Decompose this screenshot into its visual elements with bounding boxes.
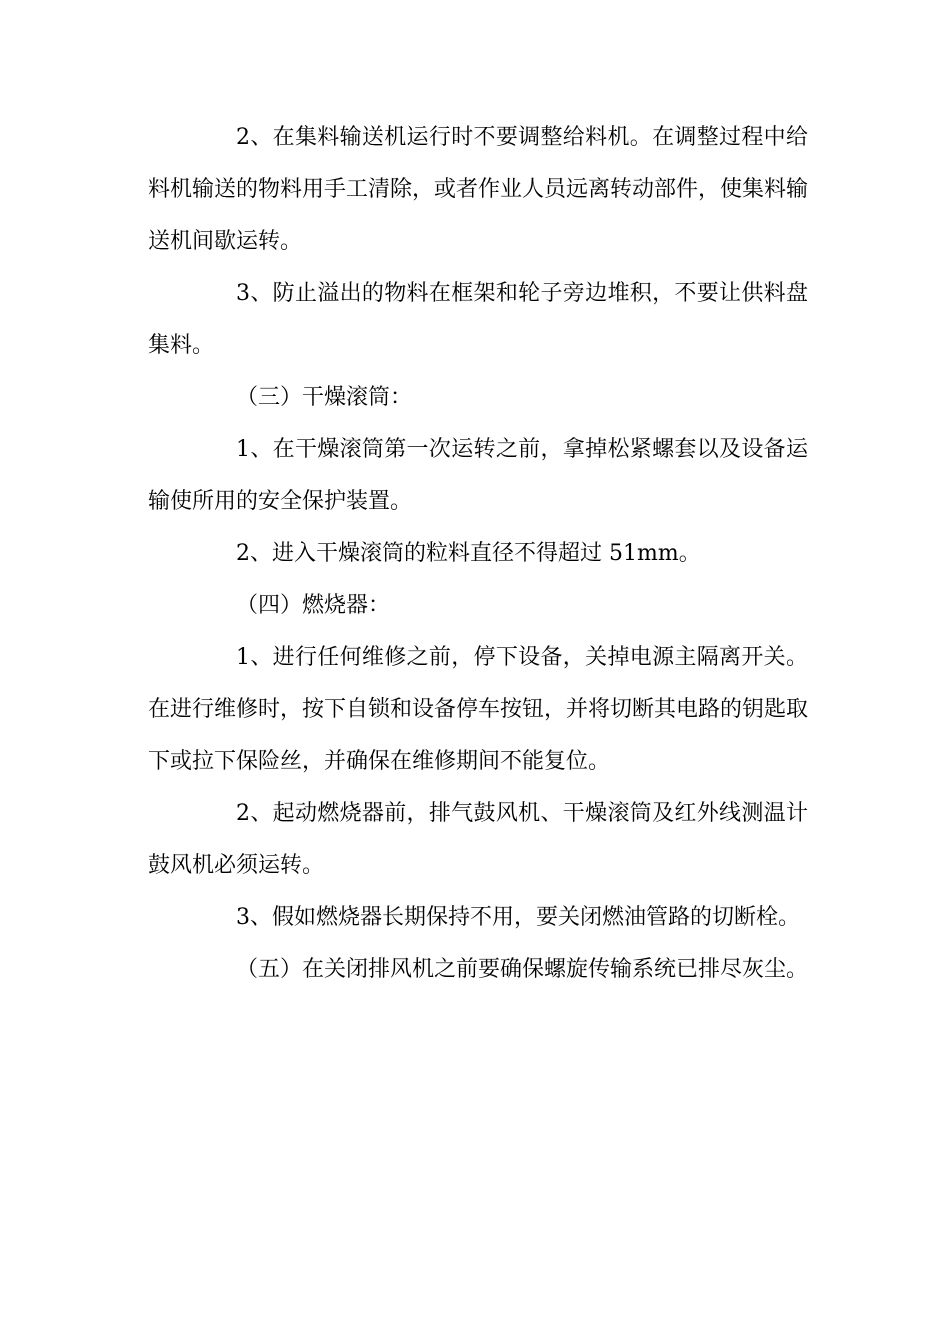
paragraph-burner-idle: 3、假如燃烧器长期保持不用，要关闭燃油管路的切断栓。 xyxy=(236,905,800,930)
section-heading-exhaust-fan: （五）在关闭排风机之前要确保螺旋传输系统已排尽灰尘。 xyxy=(236,957,809,982)
paragraph-burner-maintenance: 1、进行任何维修之前，停下设备，关掉电源主隔离开关。在进行维修时，按下自锁和设备停车按钮，并将切断其电路的钥匙取下或拉下保险丝，并确保在维修期间不能复位。 xyxy=(148,645,809,774)
paragraph-drum-first-run: 1、在干燥滚筒第一次运转之前，拿掉松紧螺套以及设备运输使所用的安全保护装置。 xyxy=(148,437,808,514)
paragraph-aggregate-diameter: 2、进入干燥滚筒的粒料直径不得超过 51mm。 xyxy=(236,541,701,566)
document-body xyxy=(148,112,808,996)
section-heading-burner: （四）燃烧器： xyxy=(236,593,391,618)
paragraph-burner-startup: 2、起动燃烧器前，排气鼓风机、干燥滚筒及红外线测温计鼓风机必须运转。 xyxy=(148,801,808,878)
paragraph-spill-prevention: 3、防止溢出的物料在框架和轮子旁边堆积，不要让供料盘集料。 xyxy=(148,281,808,358)
paragraph-feeder-adjustment: 2、在集料输送机运行时不要调整给料机。在调整过程中给料机输送的物料用手工清除，或者作业人员远离转动部件，使集料输送机间歇运转。 xyxy=(148,125,809,254)
section-heading-drying-drum: （三）干燥滚筒： xyxy=(236,385,413,410)
